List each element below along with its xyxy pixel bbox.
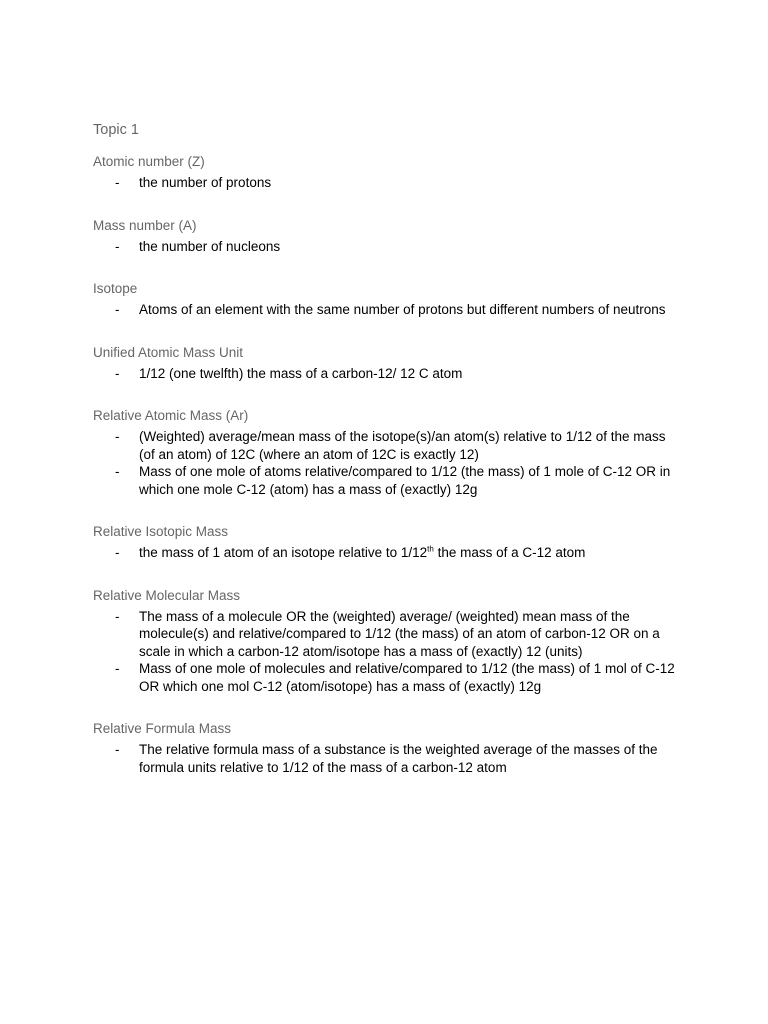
list-item-text: Atoms of an element with the same number of protons but different numbers of neutrons: [139, 302, 666, 317]
bullet-dash: -: [115, 238, 120, 254]
section-relative-formula-mass: [93, 719, 683, 776]
topic-title: Topic 1: [93, 122, 139, 138]
list-item-text: The relative formula mass of a substance is the weighted average of the masses of the formula units relative to 1/12 of the mass of a carbon-12 atom: [139, 742, 658, 775]
bullet-list: [93, 544, 683, 562]
list-item-text-before: the mass of 1 atom of an isotope relative to 1/12: [139, 545, 428, 560]
bullet-list: [93, 608, 683, 696]
bullet-list: [93, 741, 683, 776]
section-relative-atomic-mass: [93, 406, 683, 498]
list-item-text: the number of nucleons: [139, 238, 281, 254]
list-item: [93, 660, 683, 695]
section-heading: Relative Atomic Mass (Ar): [93, 408, 249, 423]
section-isotope: [93, 279, 683, 319]
section-relative-isotopic-mass: [93, 522, 683, 562]
section-heading: Isotope: [93, 281, 138, 296]
section-heading: Atomic number (Z): [93, 154, 205, 169]
section-heading: Relative Formula Mass: [93, 721, 232, 736]
list-item-text-after: the mass of a C-12 atom: [433, 545, 586, 560]
section-heading: Relative Molecular Mass: [93, 587, 241, 603]
list-item: [93, 301, 683, 319]
list-item: [93, 238, 683, 256]
ordinal-superscript: th: [427, 544, 434, 554]
section-atomic-number: [93, 152, 683, 192]
bullet-dash: -: [115, 545, 120, 560]
section-unified-atomic-mass-unit: [93, 343, 683, 383]
bullet-dash: -: [115, 742, 120, 757]
bullet-list: [93, 301, 683, 319]
bullet-dash: -: [115, 608, 120, 624]
list-item: [93, 428, 683, 463]
list-item-text: the number of protons: [139, 175, 272, 190]
document-page: [93, 120, 683, 800]
list-item: [93, 741, 683, 776]
list-item-text: The mass of a molecule OR the (weighted) average/ (weighted) mean mass of the molecule(s) and relative/compared to 1/12 (the mass) of an atom of carbon-12 OR on a scale in which a carbon-12 atom/isotope has a mass of (exactly) 12 (units): [139, 608, 660, 659]
bullet-dash: -: [115, 175, 120, 190]
list-item-text: [139, 545, 585, 560]
list-item-text: 1/12 (one twelfth) the mass of a carbon-12/ 12 C atom: [139, 365, 463, 381]
bullet-dash: -: [115, 464, 120, 479]
list-item-text: (Weighted) average/mean mass of the isotope(s)/an atom(s) relative to 1/12 of the mass (of an atom) of 12C (where an atom of 12C is exactly 12): [139, 429, 666, 462]
bullet-list: [93, 428, 683, 498]
bullet-list: [93, 238, 683, 256]
list-item: [93, 463, 683, 498]
bullet-dash: -: [115, 302, 120, 317]
section-mass-number: [93, 216, 683, 256]
list-item: [93, 365, 683, 383]
bullet-dash: -: [115, 661, 120, 676]
bullet-list: [93, 174, 683, 192]
list-item-text: Mass of one mole of molecules and relative/compared to 1/12 (the mass) of 1 mol of C-12 OR which one mol C-12 (atom/isotope) has a mass of (exactly) 12g: [139, 661, 675, 694]
section-relative-molecular-mass: [93, 586, 683, 696]
bullet-dash: -: [115, 365, 120, 381]
list-item: [93, 544, 683, 562]
bullet-list: [93, 365, 683, 383]
list-item: [93, 174, 683, 192]
bullet-dash: -: [115, 429, 120, 444]
section-heading: Unified Atomic Mass Unit: [93, 344, 244, 360]
list-item-text: Mass of one mole of atoms relative/compared to 1/12 (the mass) of 1 mole of C-12 OR in which one mole C-12 (atom) has a mass of (exactly) 12g: [139, 464, 671, 497]
section-heading: Relative Isotopic Mass: [93, 524, 229, 539]
section-heading: Mass number (A): [93, 217, 197, 233]
list-item: [93, 608, 683, 661]
